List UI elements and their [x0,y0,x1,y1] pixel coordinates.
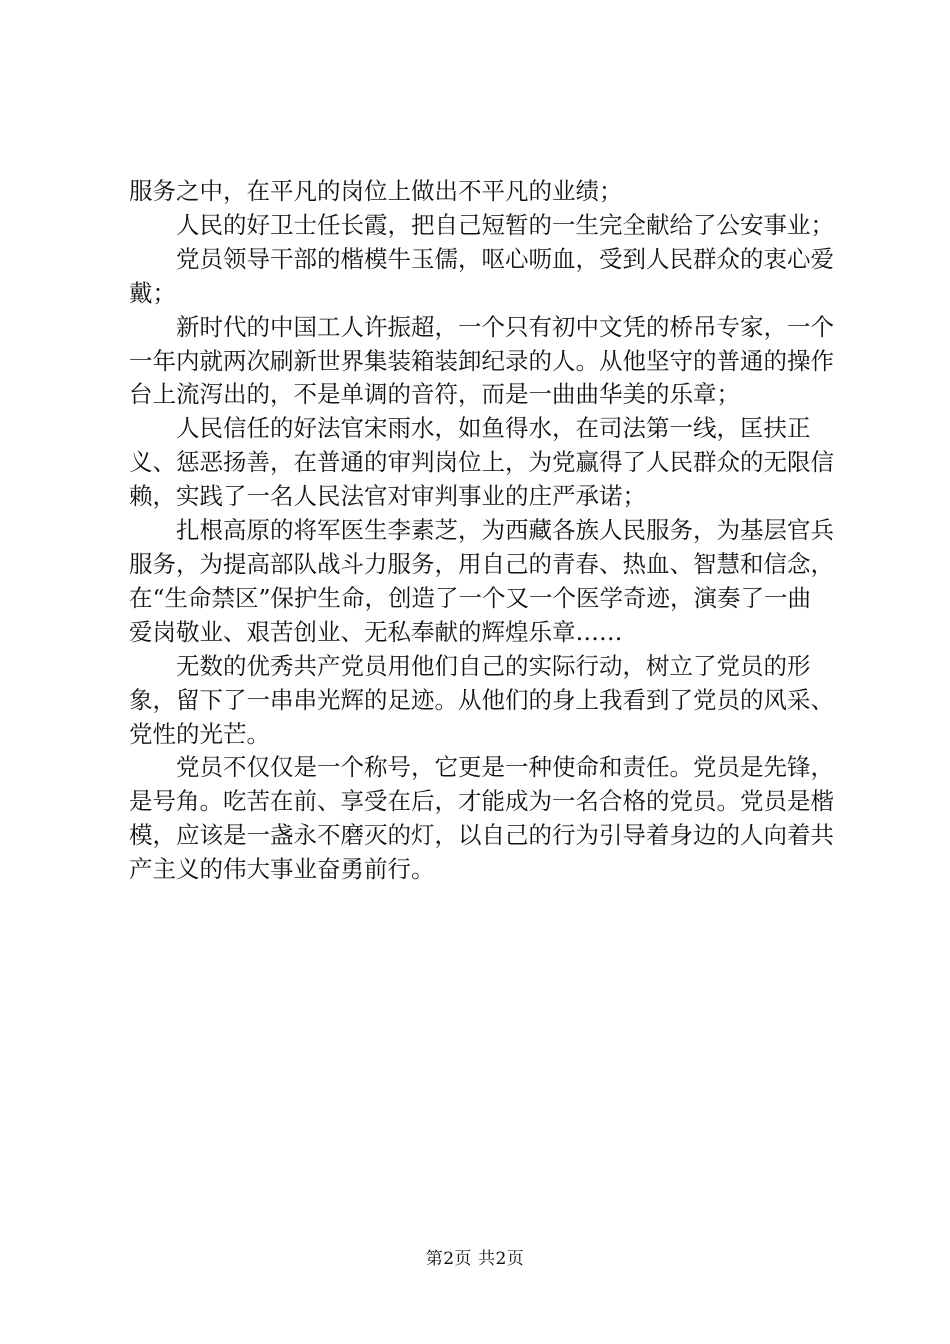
paragraph-ren-changxia: 人民的好卫士任长霞，把自己短暂的一生完全献给了公安事业； [176,210,834,239]
document-body [129,175,834,887]
paragraph-li-suzhi: 扎根高原的将军医生李素芝，为西藏各族人民服务，为基层官兵服务，为提高部队战斗力服务，用自己的青春、热血、智慧和信念，在“生命禁区”保护生命，创造了一个又一个医学奇迹，演奏了一曲爱岗敬业、艰苦创业、无私奉献的辉煌乐章…… [129,516,834,646]
paragraph-continuation: 服务之中，在平凡的岗位上做出不平凡的业绩； [129,177,623,205]
paragraph-niu-yuru: 党员领导干部的楷模牛玉儒，呕心呖血，受到人民群众的衷心爱戴； [129,244,834,307]
paragraph-xu-zhenchao: 新时代的中国工人许振超，一个只有初中文凭的桥吊专家，一个一年内就两次刷新世界集装箱装卸纪录的人。从他坚守的普通的操作台上流泻出的，不是单调的音符，而是一曲曲华美的乐章； [129,312,834,409]
paragraph-conclusion: 党员不仅仅是一个称号，它更是一种使命和责任。党员是先锋，是号角。吃苦在前、享受在后，才能成为一名合格的党员。党员是楷模，应该是一盏永不磨灭的灯，以自己的行为引导着身边的人向着共产主义的伟大事业奋勇前行。 [129,753,834,884]
paragraph-song-yushui: 人民信任的好法官宋雨水，如鱼得水，在司法第一线，匡扶正义、惩恶扬善，在普通的审判岗位上，为党赢得了人民群众的无限信赖，实践了一名人民法官对审判事业的庄严承诺； [129,414,834,511]
paragraph-party-members: 无数的优秀共产党员用他们自己的实际行动，树立了党员的形象，留下了一串串光辉的足迹。从他们的身上我看到了党员的风采、党性的光芒。 [129,651,834,748]
page-number-footer: 第2页 共2页 [425,1249,525,1269]
